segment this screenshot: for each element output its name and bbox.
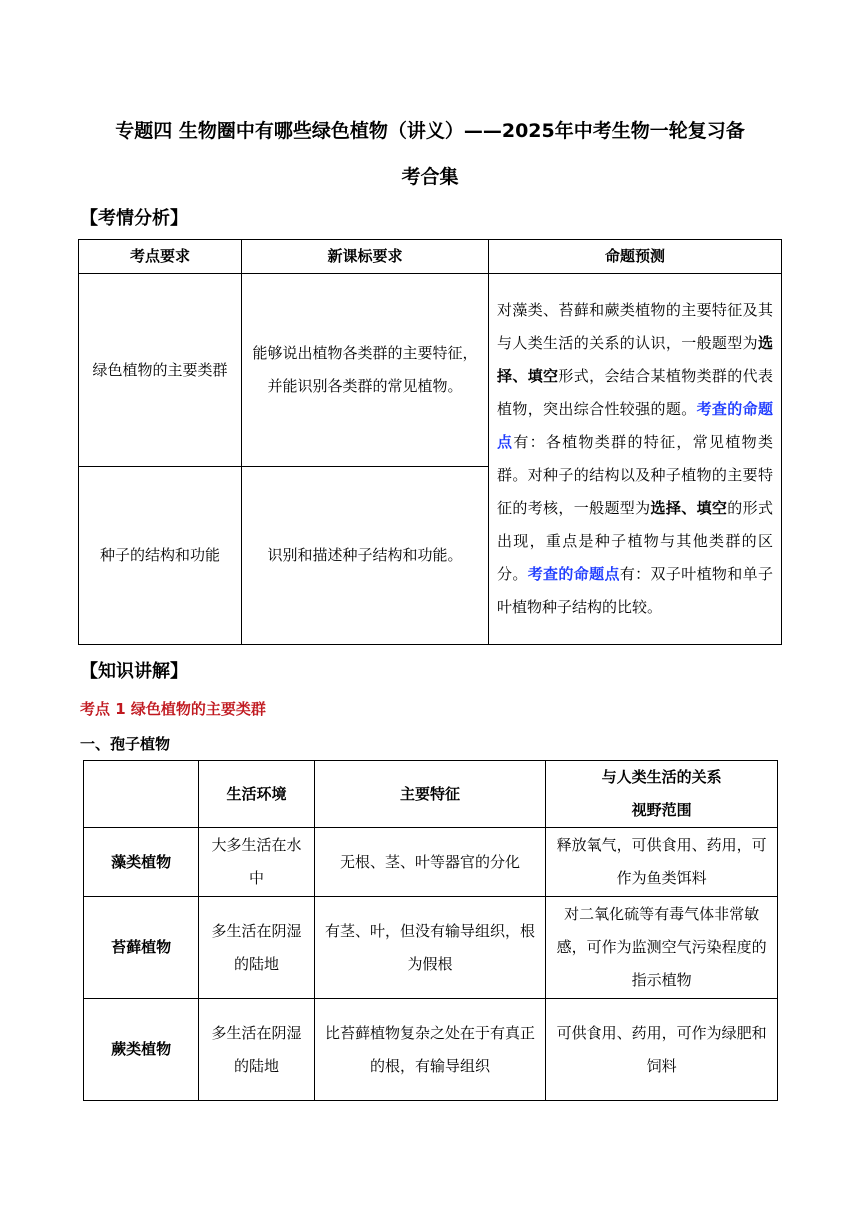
row-environment: 多生活在阴湿的陆地 xyxy=(199,897,314,999)
header-empty xyxy=(84,761,199,828)
row-feature: 比苔藓植物复杂之处在于有真正的根，有输导组织 xyxy=(314,999,546,1101)
pred-bold-2: 选择、填空 xyxy=(650,499,728,517)
pred-bold-1: 选择、填空 xyxy=(497,334,773,385)
spore-plants-heading: 一、孢子植物 xyxy=(80,735,171,753)
row-name: 蕨类植物 xyxy=(84,999,199,1101)
header-relation-line-2: 视野范围 xyxy=(631,801,692,819)
row-relation: 可供食用、药用，可作为绿肥和饲料 xyxy=(546,999,778,1101)
row-name: 藻类植物 xyxy=(84,828,199,897)
pred-blue-2: 考查的命题点 xyxy=(527,565,620,583)
pred-text-4: 的形式出现，重点是种子植物与其他类群的区分。 xyxy=(497,499,773,583)
analysis-heading: 【考情分析】 xyxy=(80,208,188,229)
row2-point: 种子的结构和功能 xyxy=(79,467,242,645)
row1-requirement: 能够说出植物各类群的主要特征，并能识别各类群的常见植物。 xyxy=(242,274,489,467)
row-relation: 释放氧气，可供食用、药用，可作为鱼类饵料 xyxy=(546,828,778,897)
pred-text-2: 形式，会结合某植物类群的代表植物，突出综合性较强的题。 xyxy=(497,367,773,418)
pred-text-5: 有：双子叶植物和单子叶植物种子结构的比较。 xyxy=(497,565,773,616)
point-1-heading: 考点 1 绿色植物的主要类群 xyxy=(80,700,266,718)
row2-requirement: 识别和描述种子结构和功能。 xyxy=(242,467,489,645)
pred-text-1: 对藻类、苔藓和蕨类植物的主要特征及其与人类生活的关系的认识，一般题型为 xyxy=(497,301,773,352)
table-row xyxy=(84,828,778,897)
table-row xyxy=(84,897,778,999)
header-relation xyxy=(546,761,778,828)
prediction-cell xyxy=(489,274,782,645)
pred-text-3: 有：各植物类群的特征，常见植物类群。对种子的结构以及种子植物的主要特征的考核，一般题型为 xyxy=(497,433,773,517)
header-relation-line-1: 与人类生活的关系 xyxy=(601,768,722,786)
row-feature: 无根、茎、叶等器官的分化 xyxy=(314,828,546,897)
row-feature: 有茎、叶，但没有输导组织，根为假根 xyxy=(314,897,546,999)
row-relation: 对二氧化硫等有毒气体非常敏感，可作为监测空气污染程度的指示植物 xyxy=(546,897,778,999)
document-title xyxy=(70,108,790,200)
row-environment: 大多生活在水中 xyxy=(199,828,314,897)
header-requirement: 新课标要求 xyxy=(242,240,489,274)
spore-plants-table xyxy=(83,760,778,1101)
title-line-1: 专题四 生物圈中有哪些绿色植物（讲义）——2025年中考生物一轮复习备 xyxy=(115,120,745,142)
header-prediction: 命题预测 xyxy=(489,240,782,274)
title-line-2: 考合集 xyxy=(401,166,459,188)
header-environment: 生活环境 xyxy=(199,761,314,828)
row-environment: 多生活在阴湿的陆地 xyxy=(199,999,314,1101)
knowledge-heading: 【知识讲解】 xyxy=(80,661,188,682)
header-features: 主要特征 xyxy=(314,761,546,828)
table-row xyxy=(84,999,778,1101)
pred-blue-1: 考查的命题点 xyxy=(497,400,773,451)
header-point: 考点要求 xyxy=(79,240,242,274)
row1-point: 绿色植物的主要类群 xyxy=(79,274,242,467)
row-name: 苔藓植物 xyxy=(84,897,199,999)
analysis-table xyxy=(78,239,782,645)
